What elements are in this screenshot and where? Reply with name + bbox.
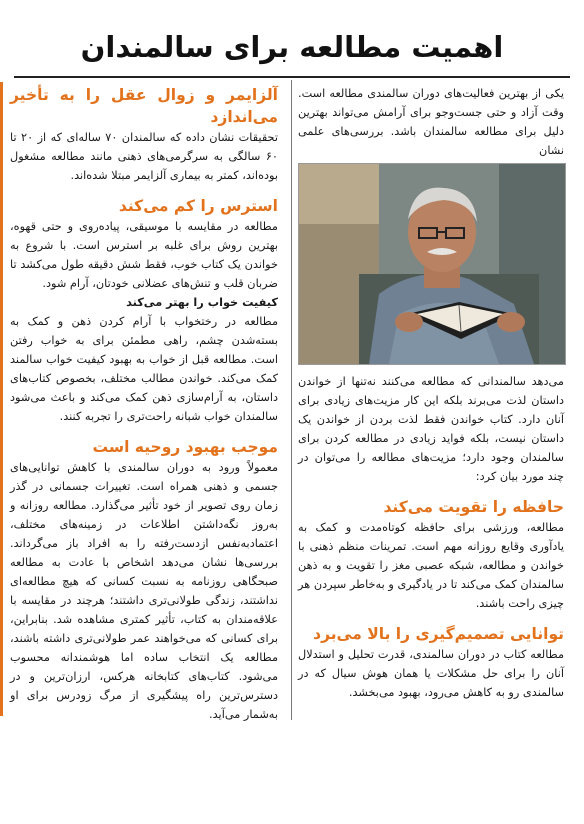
right-column-top [298,84,564,160]
decision-heading: توانایی تصمیم‌گیری را بالا می‌برد [313,625,564,643]
side-accent-bar [0,82,3,716]
memory-body: مطالعه، ورزشی برای حافظه کوتاه‌مدت و کمک به یادآوری وقایع روزانه مهم است. تمرینات منظم ذهنی با خواندن و مطالعه، شبکه عصبی مغز را تقویت و به ذهن سالمندان کمک می‌کند تا در یادگیری و به‌خاطر سپردن هر چیزی راحت باشند. [298,521,564,610]
stress-heading: استرس را کم می‌کند [118,197,278,215]
sleep-body: مطالعه در رختخواب با آرام کردن ذهن و کمک به بسته‌شدن چشم، راهی مطمئن برای به خواب رفتن است. مطالعه قبل از خواب به بهبود کیفیت خواب سالمند کمک می‌کند. خواندن مطالب مختلف، بخصوص کتاب‌های داستان، به آرام‌سازی ذهن کمک می‌کند و باعث می‌شود سالمندان خواب شبانه راحت‌تری را تجربه کنند. [10,315,278,423]
memory-heading: حافظه را تقویت می‌کند [383,498,564,516]
left-column [10,84,278,724]
photo-illustration [299,164,565,364]
alzheimer-body: تحقیقات نشان داده که سالمندان ۷۰ ساله‌ای که از ۲۰ تا ۶۰ سالگی به سرگرمی‌های ذهنی مانند مطالعه مشغول بوده‌اند، کمتر به بیماری آلزایمر مبتلا شده‌اند. [10,131,278,182]
column-divider [291,80,292,720]
title-rule [14,76,570,78]
article-title: اهمیت مطالعه برای سالمندان [80,30,504,64]
elderly-man-reading-photo [298,163,566,365]
stress-body: مطالعه در مقایسه با موسیقی، پیاده‌روی و حتی قهوه، بهترین روش برای غلبه بر استرس است. با شروع به خواندن یک کتاب خوب، فقط شش دقیقه طول می‌کشد تا ضربان قلب و تنش‌های عضلانی خودتان، آرام شود. [10,220,278,290]
right-column-bottom [298,372,564,702]
sleep-subheading: کیفیت خواب را بهتر می‌کند [126,296,278,309]
intro-paragraph: یکی از بهترین فعالیت‌های دوران سالمندی مطالعه است. وقت آزاد و حتی جست‌وجو برای آرامش می‌تواند بهترین دلیل برای مطالعه سالمندان باشد. بررسی‌های علمی نشان [298,87,564,157]
decision-body: مطالعه کتاب در دوران سالمندی، قدرت تحلیل و استدلال آنان را برای حل مشکلات یا همان هوش سیال که در سالمندی رو به کاهش می‌رود، بهبود می‌بخشد. [298,648,564,699]
after-photo-paragraph: می‌دهد سالمندانی که مطالعه می‌کنند نه‌تنها از خواندن داستان لذت می‌برند بلکه این کار مزیت‌های زیادی برای آنان دارد. کتاب خواندن فقط لذت بردن از خواندن یک داستان نیست، بلکه فواید زیادی در مطالعه کردن برای سالمندان وجود دارد؛ مزیت‌های مطالعه را می‌توان در چند مورد بیان کرد: [298,375,564,483]
alzheimer-heading: آلزایمر و زوال عقل را به تأخیر می‌اندازد [10,86,278,126]
mood-heading: موجب بهبود روحیه است [92,438,278,456]
mood-body: معمولاً ورود به دوران سالمندی با کاهش توانایی‌های جسمی و ذهنی همراه است. تغییرات جسمانی در گذر زمان روی تصویر از خود تأثیر می‌گذارد. مطالعه روزانه و به‌روز نگه‌داشتن اطلاعات در زمینه‌های مختلف، اعتمادبه‌نفس ازدست‌رفته را به افراد باز می‌گرداند. بررسی‌ها نشان می‌دهد اشخاص با عادت به مطالعه صبحگاهی روزنامه به نسبت کسانی که هیچ مطالعه‌ای نداشتند، زندگی طولانی‌تری داشتند؛ هرچند در مقایسه با علاقه‌مندان به کتاب، تأثیر کمتری مشاهده شد. بنابراین، برای کسانی که می‌خواهند عمر طولانی‌تری داشته باشند، مطالعه یک انتخاب ساده اما هوشمندانه محسوب می‌شود. کتاب‌های کتابخانه هرکس، ارزان‌ترین و در دسترس‌ترین راه پیشگیری از مرگ زودرس برای او به‌شمار می‌آید. [10,461,278,721]
